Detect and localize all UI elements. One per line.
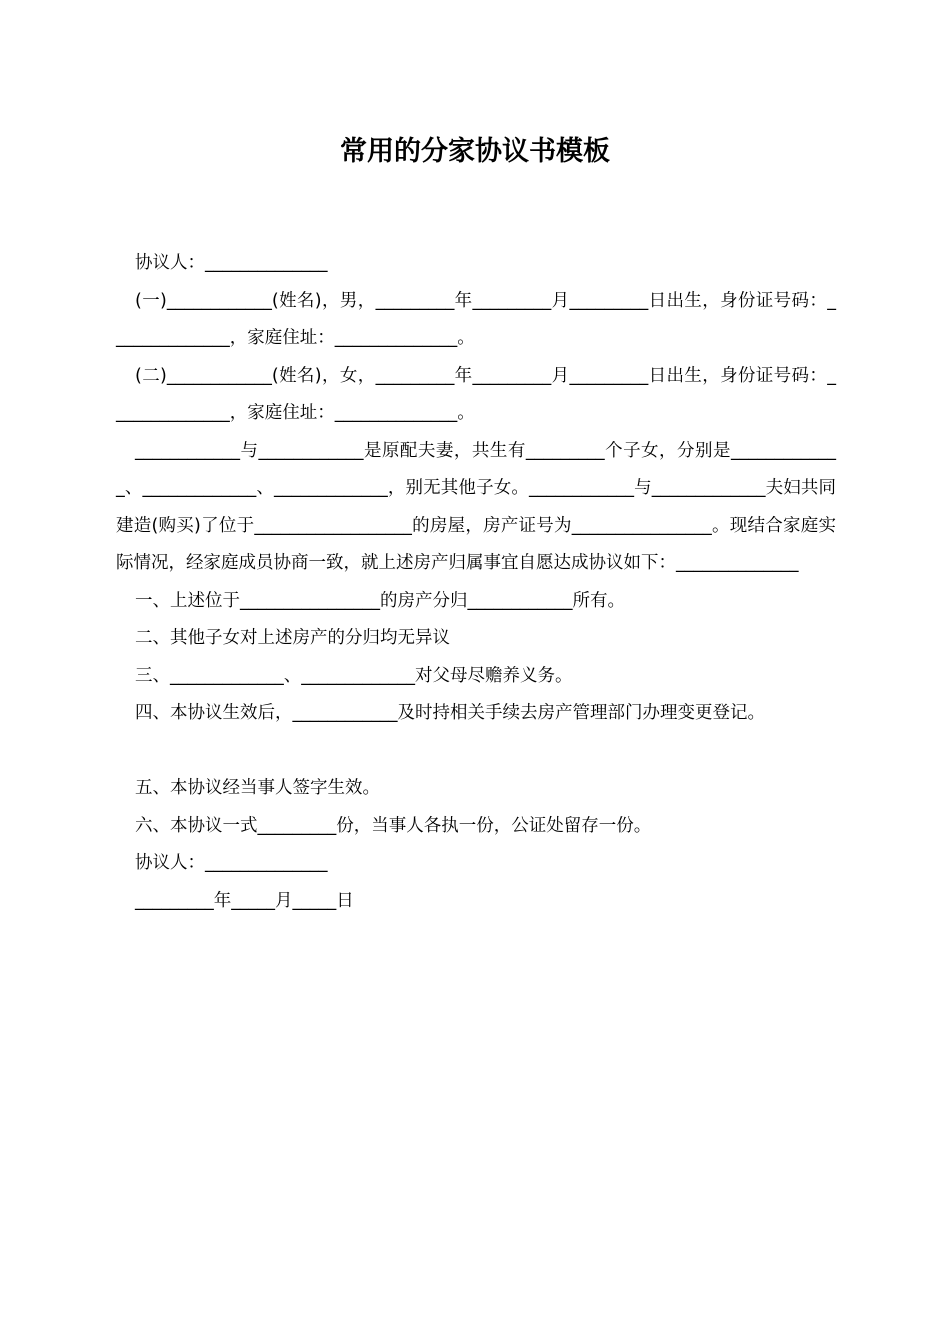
clause-five: 五、本协议经当事人签字生效。 [135, 778, 380, 798]
clause-six: 六、本协议一式_________份，当事人各执一份，公证处留存一份。 [135, 815, 652, 836]
signature-date: _________年_____月_____日 [135, 890, 354, 911]
clause-one: 一、上述位于________________的房产分归____________所有。 [135, 590, 625, 611]
clause-three: 三、_____________、_____________对父母尽赡养义务。 [135, 665, 573, 686]
background-paragraph: ____________与____________是原配夫妻，共生有_________个子女，分别是_____________、_____________、_____________，别无其他子女。____________与_____________夫妇共同建造(购买)了位于__________________的房屋，房产证号为________________。现结合家庭实际情况，经家庭成员协商一致，就上述房产归属事宜自愿达成协议如下：______________ [116, 440, 836, 573]
document-body [116, 245, 836, 920]
signature-party-label: 协议人：______________ [135, 853, 328, 873]
party-one-info: (一)____________(姓名)，男，_________年_________月_________日出生，身份证号码：______________，家庭住址：______________。 [116, 290, 836, 348]
party-two-info: (二)____________(姓名)，女，_________年_________月_________日出生，身份证号码：______________，家庭住址：______________。 [116, 365, 836, 423]
clause-two: 二、其他子女对上述房产的分归均无异议 [135, 628, 450, 648]
clause-four: 四、本协议生效后，____________及时持相关手续去房产管理部门办理变更登记。 [135, 703, 765, 723]
spacer [116, 733, 836, 771]
party-label: 协议人：______________ [135, 253, 328, 273]
document-title: 常用的分家协议书模板 [340, 136, 610, 167]
